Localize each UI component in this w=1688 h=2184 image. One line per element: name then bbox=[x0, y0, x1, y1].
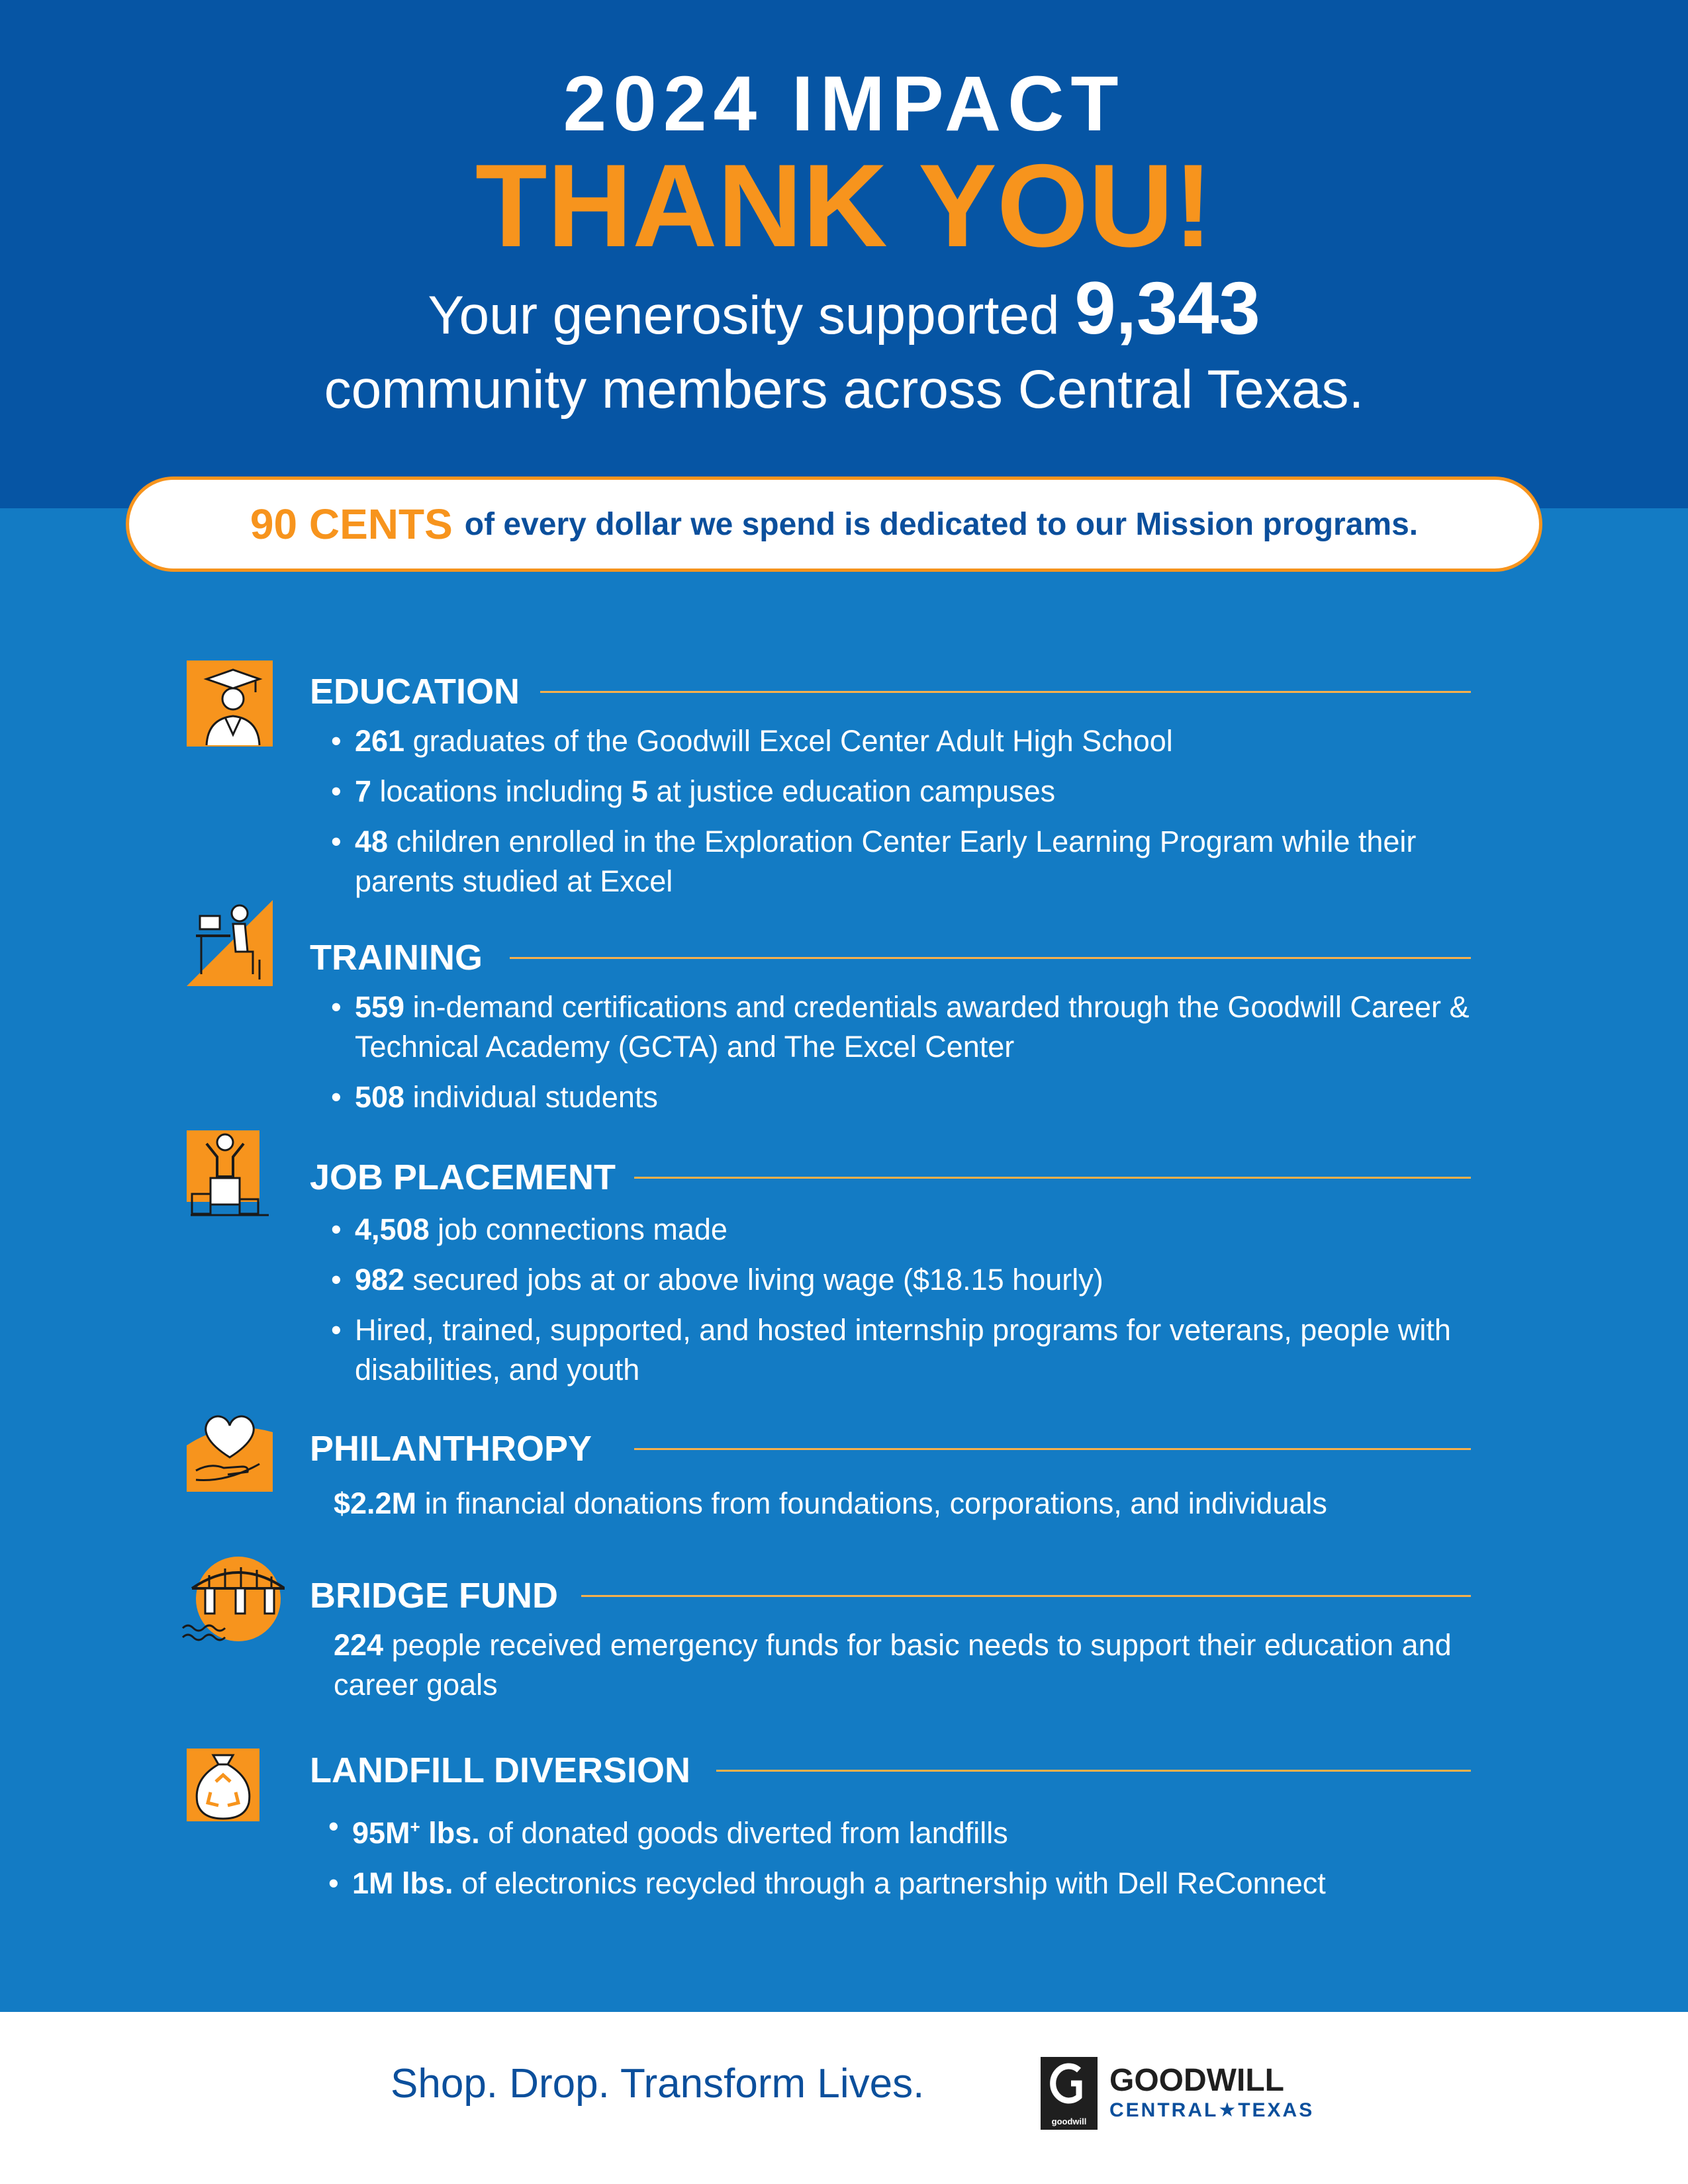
education-rule bbox=[540, 691, 1471, 693]
recycle-bag-icon bbox=[187, 1742, 259, 1828]
supported-count: 9,343 bbox=[1074, 267, 1260, 349]
heart-hand-icon bbox=[187, 1406, 273, 1492]
landfill-diversion-list bbox=[328, 1807, 1493, 1903]
logo-subtitle: CENTRAL★TEXAS bbox=[1109, 2099, 1315, 2121]
impact-year-title: 2024 IMPACT bbox=[563, 60, 1125, 148]
list-item: • 1M lbs. of electronics recycled through a partnership with Dell ReConnect bbox=[328, 1864, 1493, 1903]
subtitle bbox=[0, 267, 1688, 427]
logo-name: GOODWILL bbox=[1109, 2063, 1284, 2098]
mission-highlight-pill bbox=[126, 477, 1542, 572]
list-item: • 95M+ lbs. of donated goods diverted from landfills bbox=[328, 1807, 1493, 1853]
list-item: • 48 children enrolled in the Exploration Center Early Learning Program while their parents studied at Excel bbox=[331, 822, 1496, 901]
training-list bbox=[331, 987, 1496, 1117]
goodwill-smiling-g-icon bbox=[1041, 2057, 1098, 2130]
list-item: • 508 individual students bbox=[331, 1077, 1496, 1117]
list-item: • 4,508 job connections made bbox=[331, 1210, 1496, 1250]
graduate-icon bbox=[187, 660, 273, 747]
training-heading: TRAINING bbox=[310, 938, 483, 978]
footer-tagline: Shop. Drop. Transform Lives. bbox=[391, 2061, 925, 2107]
subtitle-line2: community members across Central Texas. bbox=[324, 359, 1364, 420]
job-placement-heading: JOB PLACEMENT bbox=[310, 1158, 616, 1197]
list-item: • Hired, trained, supported, and hosted internship programs for veterans, people with disabilities, and youth bbox=[331, 1310, 1496, 1390]
bridge-fund-rule bbox=[581, 1595, 1471, 1597]
training-rule bbox=[510, 957, 1471, 959]
job-placement-list bbox=[331, 1210, 1496, 1390]
highlight-strong: 90 CENTS bbox=[250, 500, 453, 548]
landfill-diversion-heading: LANDFILL DIVERSION bbox=[310, 1751, 691, 1790]
thank-you-title: THANK YOU! bbox=[475, 140, 1213, 271]
list-item: • 559 in-demand certifications and credentials awarded through the Goodwill Career & Technical Academy (GCTA) and The Excel Center bbox=[331, 987, 1496, 1067]
list-item: • 261 graduates of the Goodwill Excel Center Adult High School bbox=[331, 721, 1496, 761]
education-list bbox=[331, 721, 1496, 901]
philanthropy-heading: PHILANTHROPY bbox=[310, 1429, 592, 1469]
highlight-text: of every dollar we spend is dedicated to our Mission programs. bbox=[464, 506, 1419, 542]
list-item: • 7 locations including 5 at justice education campuses bbox=[331, 772, 1496, 811]
bridge-fund-text: 224 people received emergency funds for basic needs to support their education and career goals bbox=[334, 1628, 1452, 1702]
job-placement-rule bbox=[634, 1177, 1471, 1179]
subtitle-text: Your generosity supported bbox=[428, 285, 1060, 345]
education-heading: EDUCATION bbox=[310, 672, 520, 711]
philanthropy-text: $2.2M in financial donations from foundations, corporations, and individuals bbox=[334, 1486, 1327, 1520]
bridge-fund-heading: BRIDGE FUND bbox=[310, 1576, 558, 1615]
logo-mark-text: goodwill bbox=[1051, 2116, 1087, 2126]
philanthropy-rule bbox=[634, 1448, 1471, 1450]
landfill-diversion-rule bbox=[716, 1770, 1471, 1772]
list-item: • 982 secured jobs at or above living wage ($18.15 hourly) bbox=[331, 1260, 1496, 1300]
bridge-icon bbox=[179, 1557, 285, 1643]
podium-person-icon bbox=[187, 1130, 273, 1216]
student-desk-icon bbox=[187, 900, 273, 986]
